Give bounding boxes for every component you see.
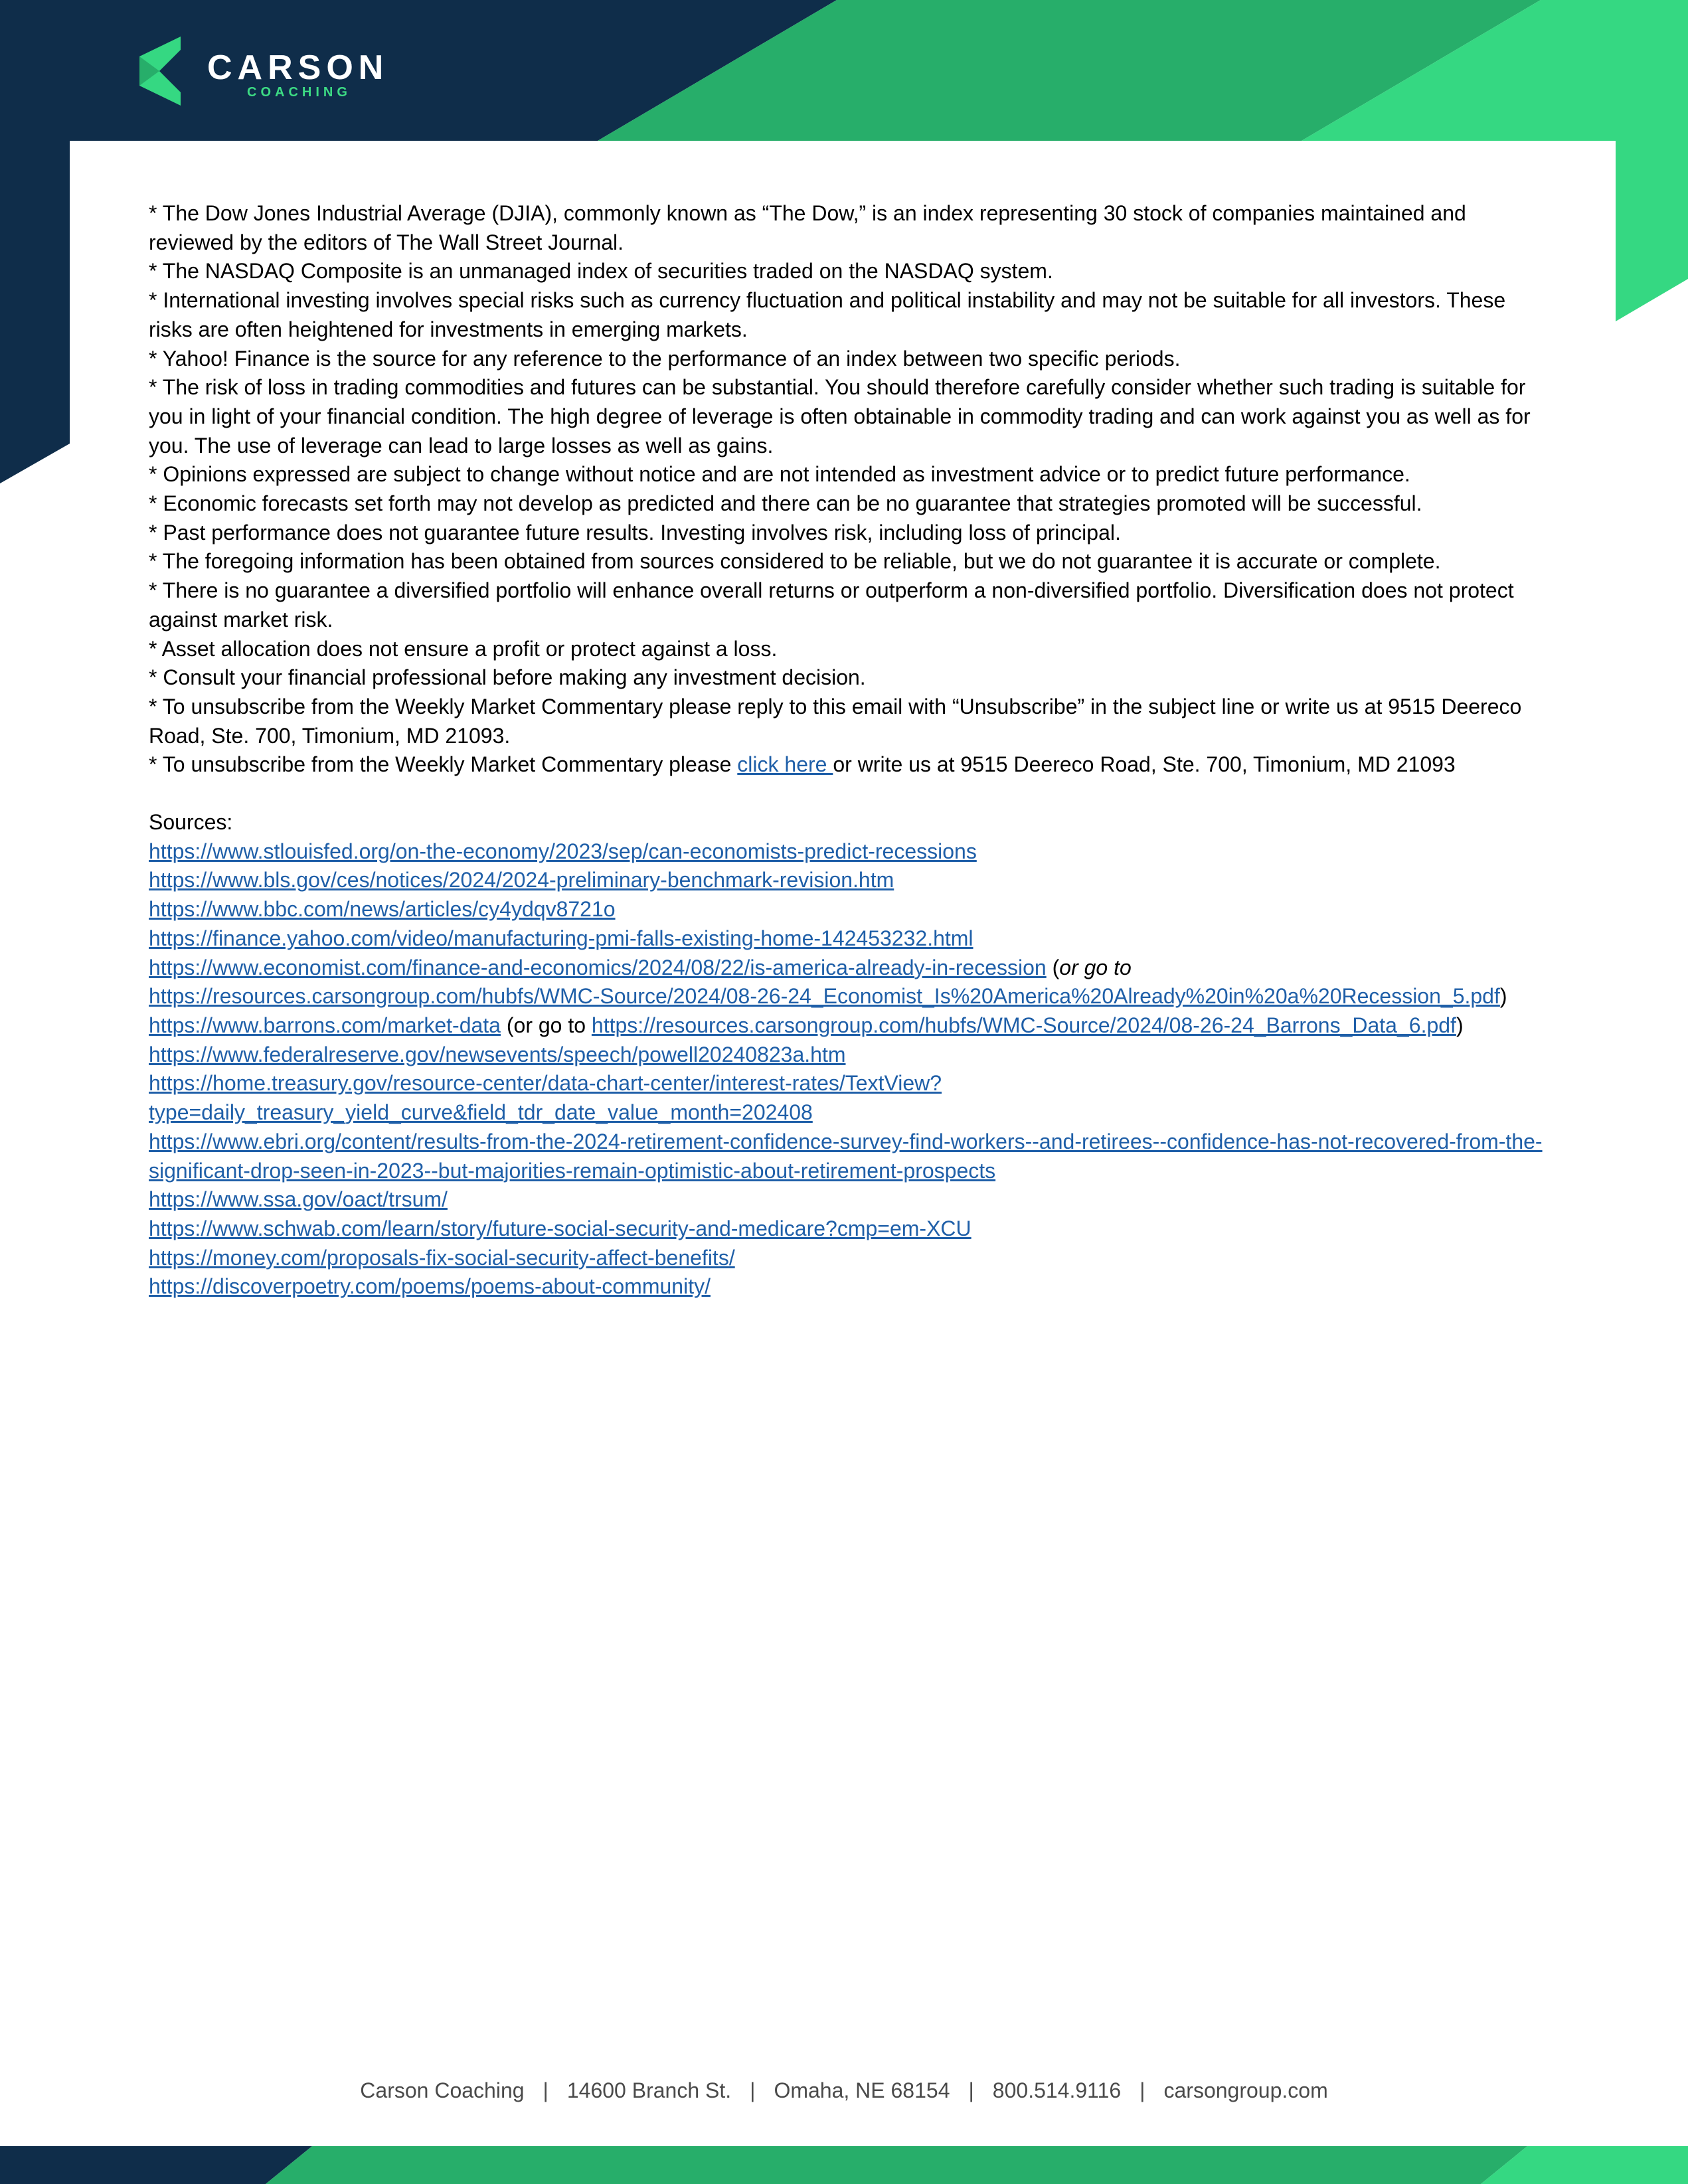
carson-logo-icon (139, 37, 181, 106)
left-navy-strip (0, 141, 70, 483)
logo-subtitle: COACHING (247, 85, 351, 100)
footer-separator: | (750, 2078, 756, 2102)
disclosure-dow: * The Dow Jones Industrial Average (DJIA), commonly known as “The Dow,” is an index representing 30 stock of companies maintained and reviewed by the editors of The Wall Street Journal. (149, 201, 1466, 254)
source-link[interactable]: https://www.ebri.org/content/results-from-the-2024-retirement-confidence-survey-find-workers--and-retirees--confidence-has-not-recovered-from-the-significant-drop-seen-in-2023--but-majorities-remain-optimistic-about-retirement-prospects (149, 1129, 1543, 1183)
source-barrons (149, 1011, 1543, 1041)
footer-company: Carson Coaching (360, 2078, 525, 2102)
source-paren: ( (1046, 955, 1060, 979)
document-body (149, 199, 1543, 1302)
footer-navy-band (0, 2146, 312, 2184)
source-economist (149, 954, 1543, 1011)
source-link[interactable]: https://www.economist.com/finance-and-economics/2024/08/22/is-america-already-in-recession (149, 955, 1047, 979)
disclosure-diversification: * There is no guarantee a diversified portfolio will enhance overall returns or outperform a non-diversified portfolio. Diversification does not protect against market risk. (149, 578, 1514, 631)
disclosure-asset-allocation: * Asset allocation does not ensure a profit or protect against a loss. (149, 636, 778, 661)
source-paren: ) (1456, 1013, 1464, 1037)
disclosure-yahoo: * Yahoo! Finance is the source for any reference to the performance of an index between two specific periods. (149, 346, 1181, 371)
source-link[interactable]: https://home.treasury.gov/resource-center/data-chart-center/interest-rates/TextView?type=daily_treasury_yield_curve&field_tdr_date_value_month=202408 (149, 1071, 942, 1125)
source-link[interactable]: https://www.stlouisfed.org/on-the-economy/2023/sep/can-economists-predict-recessions (149, 839, 977, 863)
footer-city: Omaha, NE 68154 (774, 2078, 950, 2102)
logo-wordmark: CARSON (207, 48, 389, 87)
source-paren: (or go to (500, 1013, 592, 1037)
source-link[interactable]: https://finance.yahoo.com/video/manufacturing-pmi-falls-existing-home-142453232.html (149, 926, 973, 950)
source-link[interactable]: https://money.com/proposals-fix-social-security-affect-benefits/ (149, 1245, 735, 1270)
footer-website[interactable]: carsongroup.com (1163, 2078, 1328, 2102)
disclosure-nasdaq: * The NASDAQ Composite is an unmanaged index of securities traded on the NASDAQ system. (149, 259, 1053, 284)
disclosure-sources-reliable: * The foregoing information has been obtained from sources considered to be reliable, but we do not guarantee it is accurate or complete. (149, 549, 1441, 574)
unsubscribe-address: or write us at 9515 Deereco Road, Ste. 700, Timonium, MD 21093 (833, 752, 1456, 777)
sources-heading: Sources: (149, 810, 233, 835)
footer-street: 14600 Branch St. (566, 2078, 732, 2102)
disclosure-forecasts: * Economic forecasts set forth may not develop as predicted and there can be no guarantee that strategies promoted will be successful. (149, 491, 1422, 516)
source-link[interactable]: https://www.bbc.com/news/articles/cy4ydqv8721o (149, 897, 616, 922)
click-here-link[interactable]: click here (737, 752, 833, 777)
source-or-go-to: or go to (1059, 955, 1132, 979)
source-link[interactable]: https://www.schwab.com/learn/story/future-social-security-and-medicare?cmp=em-XCU (149, 1216, 971, 1240)
source-link[interactable]: https://discoverpoetry.com/poems/poems-about-community/ (149, 1274, 711, 1299)
disclosure-international: * International investing involves special risks such as currency fluctuation and political instability and may not be suitable for all investors. These risks are often heightened for investments in emerging markets. (149, 288, 1506, 341)
source-alt-link[interactable]: https://resources.carsongroup.com/hubfs/WMC-Source/2024/08-26-24_Economist_Is%20America%20Already%20in%20a%20Recession_5.pdf (149, 984, 1500, 1009)
disclosure-consult: * Consult your financial professional before making any investment decision. (149, 665, 866, 690)
footer-contact (0, 2078, 1688, 2103)
source-link[interactable]: https://www.bls.gov/ces/notices/2024/2024-preliminary-benchmark-revision.htm (149, 868, 894, 892)
footer-separator: | (543, 2078, 549, 2102)
footer-separator: | (968, 2078, 974, 2102)
right-green-strip (1616, 141, 1688, 321)
source-link[interactable]: https://www.barrons.com/market-data (149, 1013, 501, 1037)
footer-green-band (266, 2146, 1527, 2184)
footer-phone: 800.514.9116 (992, 2078, 1122, 2102)
disclosure-commodities: * The risk of loss in trading commodities and futures can be substantial. You should therefore carefully consider whether such trading is suitable for you in light of your financial condition. The high degree of leverage is often obtainable in commodity trading and can work against you as well as for you. The use of leverage can lead to large losses as well as gains. (149, 375, 1531, 458)
footer-separator: | (1139, 2078, 1145, 2102)
disclosure-opinions: * Opinions expressed are subject to change without notice and are not intended as investment advice or to predict future performance. (149, 462, 1410, 487)
disclosure-unsubscribe-email: * To unsubscribe from the Weekly Market Commentary please reply to this email with “Unsubscribe” in the subject line or write us at 9515 Deereco Road, Ste. 700, Timonium, MD 21093. (149, 694, 1522, 748)
disclosure-past-performance: * Past performance does not guarantee future results. Investing involves risk, including loss of principal. (149, 520, 1121, 545)
source-alt-link[interactable]: https://resources.carsongroup.com/hubfs/WMC-Source/2024/08-26-24_Barrons_Data_6.pdf (591, 1013, 1456, 1037)
source-link[interactable]: https://www.ssa.gov/oact/trsum/ (149, 1187, 448, 1212)
source-link[interactable]: https://www.federalreserve.gov/newsevents/speech/powell20240823a.htm (149, 1042, 846, 1066)
disclosure-unsubscribe-link (149, 750, 1543, 780)
unsubscribe-text: * To unsubscribe from the Weekly Market Commentary please (149, 752, 738, 777)
source-paren: ) (1499, 984, 1507, 1009)
